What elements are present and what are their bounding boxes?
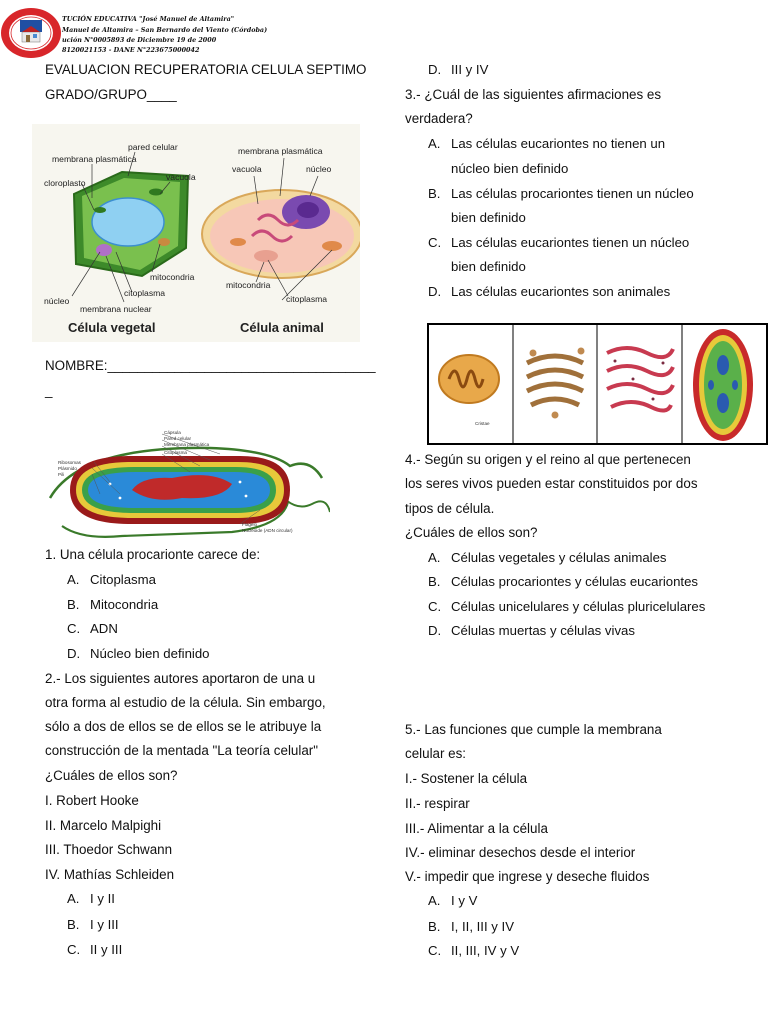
q4-line-1: 4.- Según su origen y el reino al que pertenecen xyxy=(405,452,691,467)
q1-option-c-text: ADN xyxy=(90,621,118,636)
q5-option-b-letter: B. xyxy=(428,919,441,934)
q5-item-1: I.- Sostener la célula xyxy=(405,771,528,786)
organelle-images-strip xyxy=(427,323,768,445)
q3-option-a-letter: A. xyxy=(428,136,441,151)
q2-option-a-text: I y II xyxy=(90,891,115,906)
q5-item-3: III.- Alimentar a la célula xyxy=(405,821,548,836)
q1-option-d-letter: D. xyxy=(67,646,81,661)
q3-option-c-line1: Las células eucariontes tienen un núcleo xyxy=(451,235,690,250)
bacteria-label-membrana: Membrana plasmática xyxy=(164,442,210,447)
label-citoplasma-animal: citoplasma xyxy=(286,294,328,304)
q2-option-d-letter: D. xyxy=(428,62,442,77)
bacteria-figure xyxy=(40,424,330,542)
q5-option-b-text: I, II, III y IV xyxy=(451,919,515,934)
q5-item-5: V.- impedir que ingrese y deseche fluidos xyxy=(405,869,650,884)
q3-option-d-letter: D. xyxy=(428,284,442,299)
bacteria-label-ribosomas: Ribosomas xyxy=(58,460,81,465)
q2-line-5: ¿Cuáles de ellos son? xyxy=(45,768,178,783)
organelle-label-cristae: Cristae xyxy=(475,421,490,426)
label-vacuola-vegetal: vacuola xyxy=(166,172,196,182)
q1-option-a-letter: A. xyxy=(67,572,80,587)
q2-author-1: I. Robert Hooke xyxy=(45,793,139,808)
q5-option-a-letter: A. xyxy=(428,893,441,908)
bacteria-label-pared: Pared celular xyxy=(164,436,192,441)
q2-author-2: II. Marcelo Malpighi xyxy=(45,818,162,833)
label-celula-vegetal: Célula vegetal xyxy=(68,320,156,335)
label-membrana-nuclear: membrana nuclear xyxy=(80,304,152,314)
chloroplast-image xyxy=(693,329,753,441)
bacteria-label-capsula: Cápsula xyxy=(164,430,181,435)
q4-line-4: ¿Cuáles de ellos son? xyxy=(405,525,538,540)
q1-option-b-letter: B. xyxy=(67,597,80,612)
label-mitocondria-animal: mitocondria xyxy=(226,280,271,290)
header-location: Manuel de Altamira – San Bernardo del Viento (Córdoba) xyxy=(62,26,268,34)
q4-option-a-text: Células vegetales y células animales xyxy=(451,550,667,565)
q3-option-d-line1: Las células eucariontes son animales xyxy=(451,284,671,299)
bacteria-label-pili: Pili xyxy=(58,472,65,477)
q4-option-a-letter: A. xyxy=(428,550,441,565)
nombre-field-cont: _ xyxy=(45,383,53,398)
bacteria-label-nucleoide: Nucleoide (ADN circular) xyxy=(242,528,293,533)
label-pared-celular: pared celular xyxy=(128,142,178,152)
q3-option-a-line2: núcleo bien definido xyxy=(451,161,569,176)
q2-option-d-text: III y IV xyxy=(451,62,489,77)
q3-option-b-line2: bien definido xyxy=(451,210,526,225)
q3-line-2: verdadera? xyxy=(405,111,473,126)
grade-group: GRADO/GRUPO____ xyxy=(45,87,177,102)
q2-author-4: IV. Mathías Schleiden xyxy=(45,867,175,882)
q4-line-3: tipos de célula. xyxy=(405,501,495,516)
nombre-field: NOMBRE:____________________________________ xyxy=(45,358,376,373)
label-nucleo-vegetal: núcleo xyxy=(44,296,70,306)
q1-question: 1. Una célula procarionte carece de: xyxy=(45,547,261,562)
q4-option-d-text: Células muertas y células vivas xyxy=(451,623,635,638)
q3-option-c-letter: C. xyxy=(428,235,442,250)
label-nucleo-animal: núcleo xyxy=(306,164,332,174)
q2-author-3: III. Thoedor Schwann xyxy=(45,842,173,857)
q2-line-2: otra forma al estudio de la célula. Sin embargo, xyxy=(45,695,326,710)
q2-line-1: 2.- Los siguientes autores aportaron de una u xyxy=(45,671,316,686)
q2-option-c-letter: C. xyxy=(67,942,81,957)
bacteria-label-plasmido: Plásmido xyxy=(58,466,77,471)
q5-option-c-letter: C. xyxy=(428,943,442,958)
label-vacuola-animal: vacuola xyxy=(232,164,262,174)
school-logo xyxy=(0,6,64,60)
q4-line-2: los seres vivos pueden estar constituidos por dos xyxy=(405,476,698,491)
q5-item-4: IV.- eliminar desechos desde el interior xyxy=(405,845,636,860)
q4-option-c-letter: C. xyxy=(428,599,442,614)
q5-item-2: II.- respirar xyxy=(405,796,470,811)
q1-option-c-letter: C. xyxy=(67,621,81,636)
q4-option-b-letter: B. xyxy=(428,574,441,589)
header-dane: 8120021153 - DANE N°223675000042 xyxy=(62,46,200,54)
bacteria-label-flagelo: Flagelo xyxy=(242,522,258,527)
q2-option-a-letter: A. xyxy=(67,891,80,906)
q3-option-b-line1: Las células procariontes tienen un núcleo xyxy=(451,186,694,201)
label-mitocondria-vegetal: mitocondria xyxy=(150,272,195,282)
q3-option-b-letter: B. xyxy=(428,186,441,201)
q4-option-c-text: Células unicelulares y células pluricelulares xyxy=(451,599,706,614)
header-resolution: ución N°0005893 de Diciembre 19 de 2000 xyxy=(62,36,217,44)
q5-option-c-text: II, III, IV y V xyxy=(451,943,520,958)
q3-option-a-line1: Las células eucariontes no tienen un xyxy=(451,136,666,151)
plant-animal-cell-figure xyxy=(32,124,360,342)
q2-line-3: sólo a dos de ellos se de ellos se le atribuye la xyxy=(45,719,322,734)
label-citoplasma-vegetal: citoplasma xyxy=(124,288,166,298)
q2-option-b-text: I y III xyxy=(90,917,119,932)
header-institution: TUCIÓN EDUCATIVA "José Manuel de Altamira" xyxy=(62,15,235,23)
q4-option-d-letter: D. xyxy=(428,623,442,638)
bacteria-label-citoplasma: Citoplasma xyxy=(164,450,187,455)
label-membrana-plasmatica-animal: membrana plasmática xyxy=(238,146,323,156)
q5-option-a-text: I y V xyxy=(451,893,478,908)
label-cloroplasto: cloroplasto xyxy=(44,178,86,188)
q4-option-b-text: Células procariontes y células eucariontes xyxy=(451,574,699,589)
q1-option-d-text: Núcleo bien definido xyxy=(90,646,210,661)
q5-line-2: celular es: xyxy=(405,746,467,761)
label-membrana-plasmatica-vegetal: membrana plasmática xyxy=(52,154,137,164)
q3-line-1: 3.- ¿Cuál de las siguientes afirmaciones es xyxy=(405,87,662,102)
q2-option-c-text: II y III xyxy=(90,942,123,957)
q2-option-b-letter: B. xyxy=(67,917,80,932)
q1-option-a-text: Citoplasma xyxy=(90,572,156,587)
q2-line-4: construcción de la mentada "La teoría celular" xyxy=(45,743,319,758)
q3-option-c-line2: bien definido xyxy=(451,259,526,274)
q1-option-b-text: Mitocondria xyxy=(90,597,159,612)
q5-line-1: 5.- Las funciones que cumple la membrana xyxy=(405,722,662,737)
label-celula-animal: Célula animal xyxy=(240,320,324,335)
exam-title: EVALUACION RECUPERATORIA CELULA SEPTIMO xyxy=(45,62,367,77)
